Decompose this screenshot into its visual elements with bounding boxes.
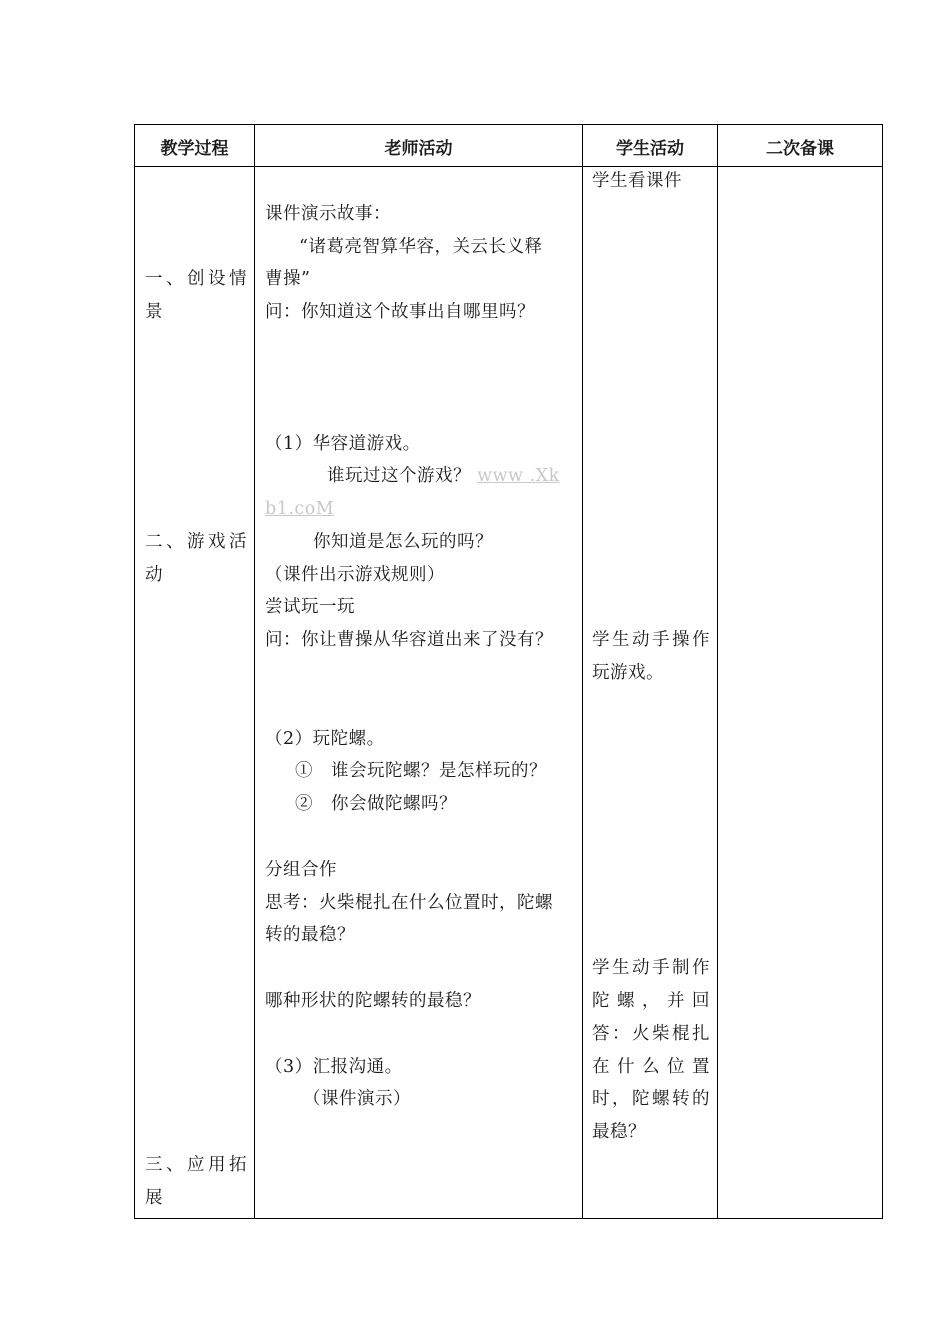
teacher-line: （课件出示游戏规则）: [265, 565, 445, 585]
stage-2-label-cont: 动: [145, 565, 163, 585]
header-teacher-activity: 老师活动: [384, 138, 453, 159]
teacher-list-item: ① 谁会玩陀螺？是怎样玩的？: [295, 761, 547, 781]
header-student-activity: 学生活动: [616, 138, 684, 159]
watermark-text: b1.coM: [265, 499, 335, 519]
teacher-section-heading: （1）华容道游戏。: [265, 434, 421, 454]
student-activity: 时，陀螺转的: [592, 1089, 710, 1109]
teacher-line: 思考：火柴棍扎在什么位置时，陀螺: [265, 893, 553, 913]
column-divider: [254, 125, 255, 1218]
teacher-question: 哪种形状的陀螺转的最稳？: [265, 991, 481, 1011]
stage-3-label-cont: 展: [145, 1188, 163, 1208]
teacher-question: 问：你知道这个故事出自哪里吗？: [265, 302, 535, 322]
teacher-list-item: ② 你会做陀螺吗？: [295, 794, 457, 814]
teacher-section-heading: （3）汇报沟通。: [265, 1057, 403, 1077]
teacher-line: 课件演示故事：: [265, 204, 391, 224]
teacher-line: （课件演示）: [303, 1089, 411, 1109]
student-activity: 学生动手制作: [592, 958, 710, 978]
stage-1-label-cont: 景: [145, 302, 163, 322]
lesson-plan-table: [134, 124, 883, 1219]
student-activity: 在 什 么 位 置: [592, 1057, 710, 1077]
column-divider: [717, 125, 718, 1218]
header-process: 教学过程: [160, 138, 229, 159]
teacher-section-heading: （2）玩陀螺。: [265, 729, 385, 749]
header-second-preparation: 二次备课: [766, 138, 834, 159]
stage-3-label: 三、应用拓: [145, 1155, 247, 1175]
student-activity: 陀 螺 ， 并 回: [592, 991, 710, 1011]
teacher-question: 问：你让曹操从华容道出来了没有？: [265, 630, 553, 650]
student-activity: 学生动手操作: [592, 630, 710, 650]
student-activity: 答：火柴棍扎: [592, 1024, 710, 1044]
teacher-line: 曹操”: [265, 269, 311, 289]
watermark-text: www .Xk: [477, 466, 560, 486]
teacher-line: “诸葛亮智算华容，关云长义释: [299, 237, 543, 257]
teacher-line: 你知道是怎么玩的吗？: [313, 532, 493, 552]
stage-2-label: 二、游戏活: [145, 532, 247, 552]
teacher-line: 转的最稳？: [265, 925, 355, 945]
teacher-line: 尝试玩一玩: [265, 597, 355, 617]
column-divider: [582, 125, 583, 1218]
student-activity: 最稳？: [592, 1122, 646, 1142]
stage-1-label: 一、创设情: [145, 269, 247, 289]
student-activity: 玩游戏。: [592, 663, 664, 683]
teacher-line: [327, 460, 560, 493]
student-activity: 学生看课件: [592, 171, 682, 191]
teacher-line: 分组合作: [265, 860, 337, 880]
teacher-line-text: 谁玩过这个游戏？: [327, 466, 471, 486]
